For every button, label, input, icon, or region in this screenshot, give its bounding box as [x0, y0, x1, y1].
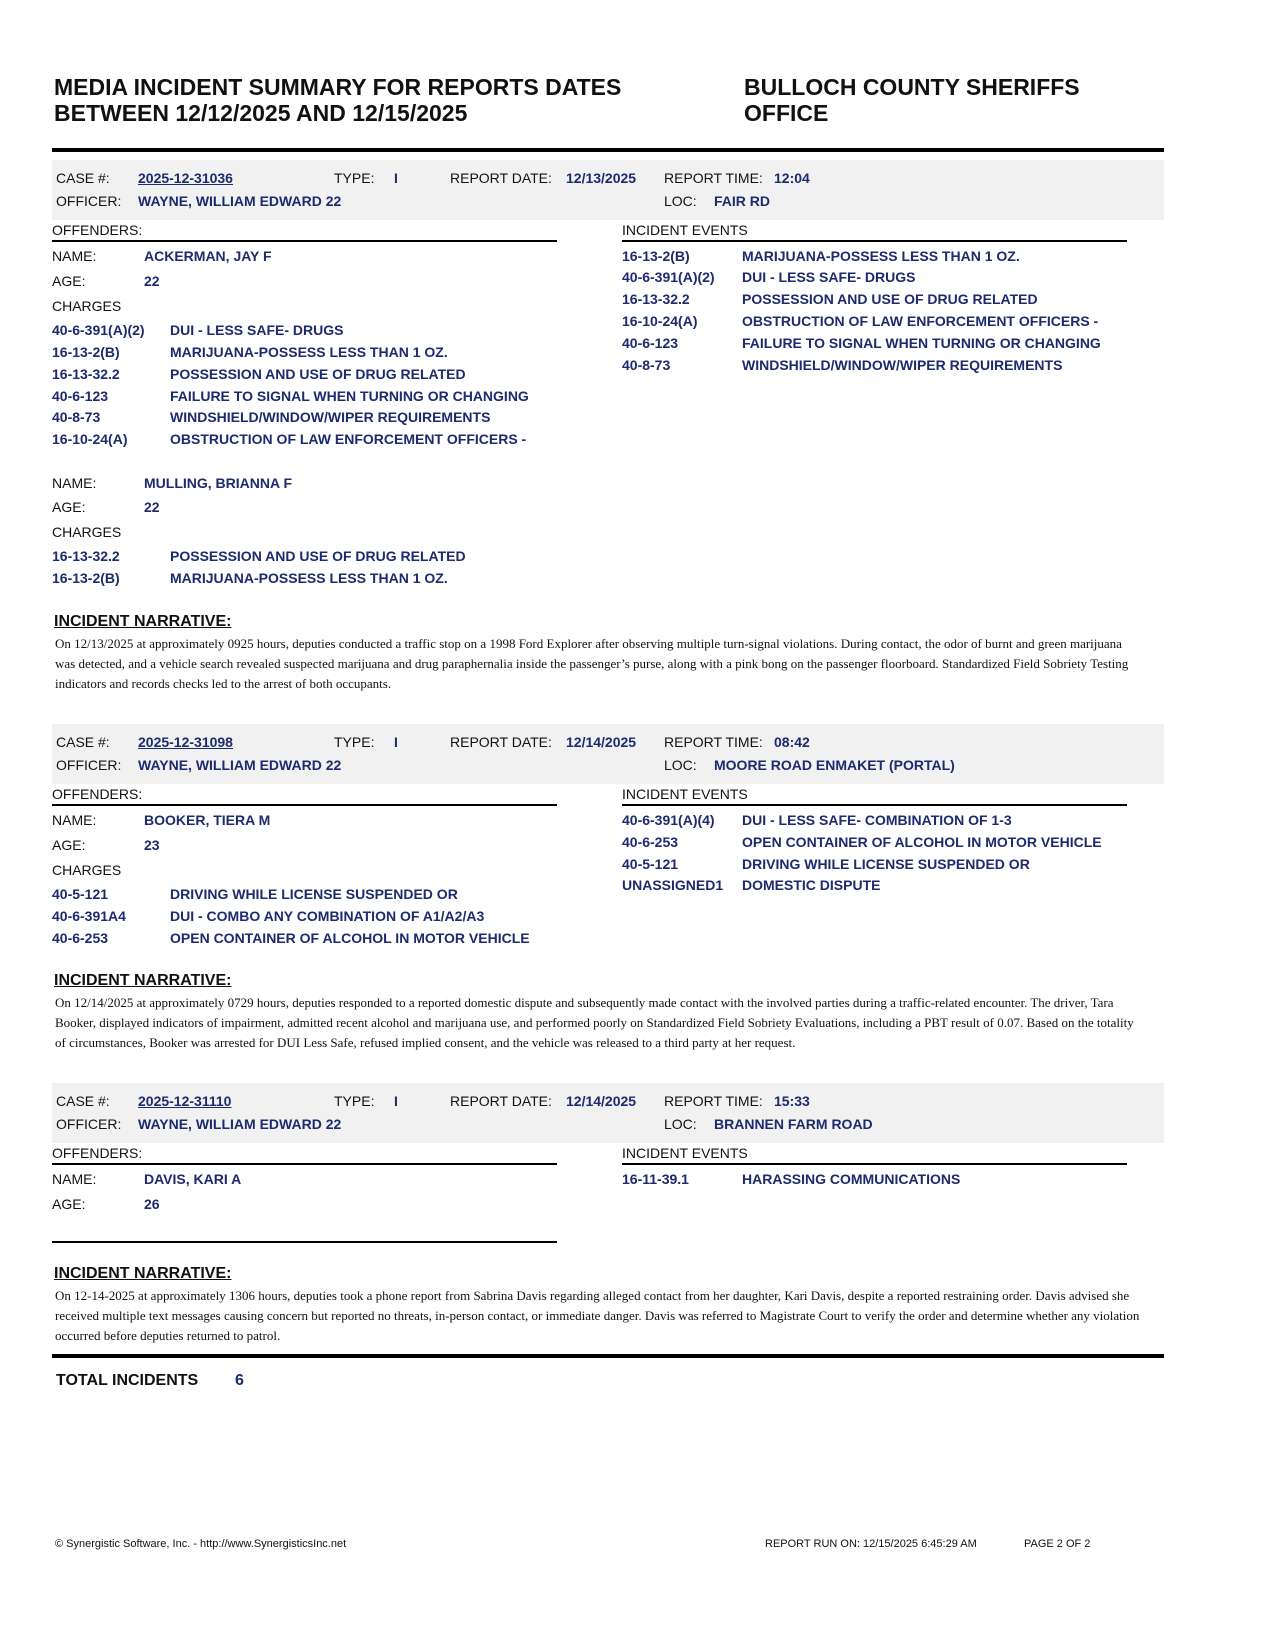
report-time: 15:33 — [774, 1093, 810, 1109]
charges-label: CHARGES — [52, 524, 122, 540]
case-label: CASE #: — [56, 1093, 110, 1109]
charge-desc: MARIJUANA-POSSESS LESS THAN 1 OZ. — [170, 344, 448, 360]
charge-desc: DUI - LESS SAFE- DRUGS — [170, 322, 344, 338]
event-row — [622, 875, 1162, 895]
footer-report-run: REPORT RUN ON: 12/15/2025 6:45:29 AM — [765, 1538, 977, 1550]
offender-name: ACKERMAN, JAY F — [144, 248, 272, 264]
offenders-end-rule — [52, 1241, 557, 1243]
charges-label: CHARGES — [52, 298, 122, 314]
event-row — [622, 854, 1162, 874]
loc-label: LOC: — [664, 193, 697, 209]
narrative-heading: INCIDENT NARRATIVE: — [54, 1265, 232, 1282]
charge-row — [52, 364, 557, 384]
footer-page-number: PAGE 2 OF 2 — [1024, 1538, 1091, 1550]
narrative-heading: INCIDENT NARRATIVE: — [54, 613, 232, 630]
charge-code: 16-13-32.2 — [52, 548, 120, 564]
offenders-heading: OFFENDERS: — [52, 786, 557, 806]
charge-code: 40-8-73 — [52, 409, 101, 425]
incident-events-heading: INCIDENT EVENTS — [622, 786, 1127, 806]
offender-name-row — [52, 810, 557, 830]
charge-row — [52, 342, 557, 362]
event-code: 16-10-24(A) — [622, 313, 698, 329]
report-date-label: REPORT DATE: — [450, 734, 552, 750]
event-code: 16-13-2(B) — [622, 248, 690, 264]
case-type: I — [394, 1093, 398, 1109]
report-date-label: REPORT DATE: — [450, 170, 552, 186]
charge-code: 40-6-253 — [52, 930, 109, 946]
charge-desc: DRIVING WHILE LICENSE SUSPENDED OR — [170, 886, 458, 902]
charge-row — [52, 429, 557, 449]
case-header — [52, 1083, 1164, 1143]
event-row — [622, 333, 1162, 353]
offender-name-row — [52, 1169, 557, 1189]
offender-age: 22 — [144, 499, 160, 515]
event-desc: POSSESSION AND USE OF DRUG RELATED — [742, 291, 1038, 307]
event-row — [622, 289, 1162, 309]
charge-code: 16-13-32.2 — [52, 366, 120, 382]
event-desc: DUI - LESS SAFE- DRUGS — [742, 269, 916, 285]
event-code: 40-8-73 — [622, 357, 671, 373]
event-desc: OPEN CONTAINER OF ALCOHOL IN MOTOR VEHICLE — [742, 834, 1102, 850]
report-time-label: REPORT TIME: — [664, 1093, 763, 1109]
type-label: TYPE: — [334, 734, 375, 750]
case-number-link[interactable]: 2025-12-31098 — [138, 734, 233, 750]
charge-desc: POSSESSION AND USE OF DRUG RELATED — [170, 548, 466, 564]
event-code: UNASSIGNED1 — [622, 877, 724, 893]
narrative-text: On 12-14-2025 at approximately 1306 hours, deputies took a phone report from Sabrina Davis regarding alleged contact from her daughter, Kari Davis, despite a reported restraining order. Davis advised she received multiple text messages causing concern but reported no threats, in-person contact, or immediate danger. Davis was referred to Magistrate Court to verify the order and determine whether any violation occurred before deputies returned to patrol. — [55, 1288, 1140, 1343]
charge-desc: DUI - COMBO ANY COMBINATION OF A1/A2/A3 — [170, 908, 485, 924]
officer-name: WAYNE, WILLIAM EDWARD 22 — [138, 193, 342, 209]
charge-desc: OBSTRUCTION OF LAW ENFORCEMENT OFFICERS - — [170, 431, 527, 447]
case-header — [52, 724, 1164, 784]
offenders-heading: OFFENDERS: — [52, 1145, 557, 1165]
case-number-link[interactable]: 2025-12-31036 — [138, 170, 233, 186]
event-desc: DUI - LESS SAFE- COMBINATION OF 1-3 — [742, 812, 1012, 828]
event-desc: MARIJUANA-POSSESS LESS THAN 1 OZ. — [742, 248, 1020, 264]
narrative-text: On 12/14/2025 at approximately 0729 hours, deputies responded to a reported domestic dispute and subsequently made contact with the involved parties during a traffic-related encounter. The driver, Tara Booker, displayed indicators of impairment, admitted recent alcohol and marijuana use, and performed poorly on Standardized Field Sobriety Evaluations, including a PBT result of 0.07. Based on the totality of circumstances, Booker was arrested for DUI Less Safe, refused implied consent, and the vehicle was released to a third party at her request. — [55, 995, 1134, 1050]
name-label: NAME: — [52, 248, 97, 264]
total-incidents-label: TOTAL INCIDENTS — [56, 1372, 199, 1389]
case-block — [52, 1083, 1164, 1212]
location: BRANNEN FARM ROAD — [714, 1116, 873, 1132]
report-date: 12/14/2025 — [566, 734, 637, 750]
charge-code: 40-6-123 — [52, 388, 109, 404]
header-divider — [52, 148, 1164, 152]
loc-label: LOC: — [664, 757, 697, 773]
charge-code: 40-5-121 — [52, 886, 109, 902]
event-desc: WINDSHIELD/WINDOW/WIPER REQUIREMENTS — [742, 357, 1063, 373]
offender-name-row — [52, 473, 557, 493]
charge-code: 16-13-2(B) — [52, 344, 120, 360]
loc-label: LOC: — [664, 1116, 697, 1132]
event-row — [622, 311, 1162, 331]
charge-desc: FAILURE TO SIGNAL WHEN TURNING OR CHANGING — [170, 388, 529, 404]
total-divider — [52, 1354, 1164, 1358]
event-code: 40-6-123 — [622, 335, 679, 351]
report-date-label: REPORT DATE: — [450, 1093, 552, 1109]
event-code: 40-6-391(A)(2) — [622, 269, 715, 285]
charge-row — [52, 386, 557, 406]
charge-row — [52, 928, 557, 948]
total-incidents-value: 6 — [235, 1372, 244, 1389]
offender-name: BOOKER, TIERA M — [144, 812, 271, 828]
offender-age-row — [52, 497, 557, 517]
case-label: CASE #: — [56, 170, 110, 186]
charge-desc: OPEN CONTAINER OF ALCOHOL IN MOTOR VEHICLE — [170, 930, 530, 946]
narrative-text: On 12/13/2025 at approximately 0925 hours, deputies conducted a traffic stop on a 1998 Ford Explorer after observing multiple turn-signal violations. During contact, the odor of burnt and green marijuana was detected, and a vehicle search revealed suspected marijuana and drug paraphernalia inside the passenger’s purse, along with a pink bong on the passenger floorboard. Standardized Field Sobriety Testing indicators and records checks led to the arrest of both occupants. — [55, 636, 1129, 691]
type-label: TYPE: — [334, 1093, 375, 1109]
event-desc: DOMESTIC DISPUTE — [742, 877, 881, 893]
event-code: 16-13-32.2 — [622, 291, 690, 307]
event-desc: DRIVING WHILE LICENSE SUSPENDED OR — [742, 856, 1030, 872]
charge-code: 40-6-391(A)(2) — [52, 322, 145, 338]
incident-events-heading: INCIDENT EVENTS — [622, 1145, 1127, 1165]
offender-age-row — [52, 271, 557, 291]
officer-label: OFFICER: — [56, 757, 122, 773]
name-label: NAME: — [52, 475, 97, 491]
incident-events-heading: INCIDENT EVENTS — [622, 222, 1127, 242]
report-time: 12:04 — [774, 170, 810, 186]
report-time-label: REPORT TIME: — [664, 734, 763, 750]
offender-age-row — [52, 835, 557, 855]
case-type: I — [394, 170, 398, 186]
report-date: 12/14/2025 — [566, 1093, 637, 1109]
report-time: 08:42 — [774, 734, 810, 750]
narrative-heading: INCIDENT NARRATIVE: — [54, 972, 232, 989]
charge-row — [52, 546, 557, 566]
report-title: MEDIA INCIDENT SUMMARY FOR REPORTS DATES BETWEEN 12/12/2025 AND 12/15/2025 — [54, 74, 622, 126]
offender-age: 26 — [144, 1196, 160, 1212]
case-label: CASE #: — [56, 734, 110, 750]
offender-age: 22 — [144, 273, 160, 289]
type-label: TYPE: — [334, 170, 375, 186]
location: MOORE ROAD ENMAKET (PORTAL) — [714, 757, 955, 773]
charge-code: 40-6-391A4 — [52, 908, 126, 924]
case-block — [52, 724, 1164, 946]
event-code: 16-11-39.1 — [622, 1171, 689, 1187]
report-date: 12/13/2025 — [566, 170, 637, 186]
event-row — [622, 810, 1162, 830]
event-code: 40-5-121 — [622, 856, 679, 872]
event-row — [622, 1169, 1162, 1189]
charges-label: CHARGES — [52, 862, 122, 878]
case-type: I — [394, 734, 398, 750]
officer-name: WAYNE, WILLIAM EDWARD 22 — [138, 757, 342, 773]
age-label: AGE: — [52, 1196, 86, 1212]
event-desc: FAILURE TO SIGNAL WHEN TURNING OR CHANGING — [742, 335, 1101, 351]
name-label: NAME: — [52, 1171, 97, 1187]
report-time-label: REPORT TIME: — [664, 170, 763, 186]
charge-code: 16-13-2(B) — [52, 570, 120, 586]
offender-age-row — [52, 1194, 557, 1214]
offender-name: MULLING, BRIANNA F — [144, 475, 293, 491]
event-row — [622, 267, 1162, 287]
case-number-link[interactable]: 2025-12-31110 — [138, 1093, 232, 1109]
location: FAIR RD — [714, 193, 770, 209]
event-row — [622, 832, 1162, 852]
event-desc: HARASSING COMMUNICATIONS — [742, 1171, 961, 1187]
charge-row — [52, 320, 557, 340]
charge-code: 16-10-24(A) — [52, 431, 128, 447]
age-label: AGE: — [52, 499, 86, 515]
offender-age: 23 — [144, 837, 160, 853]
age-label: AGE: — [52, 273, 86, 289]
officer-name: WAYNE, WILLIAM EDWARD 22 — [138, 1116, 342, 1132]
offenders-heading: OFFENDERS: — [52, 222, 557, 242]
charge-desc: WINDSHIELD/WINDOW/WIPER REQUIREMENTS — [170, 409, 491, 425]
age-label: AGE: — [52, 837, 86, 853]
name-label: NAME: — [52, 812, 97, 828]
footer-copyright: © Synergistic Software, Inc. - http://www.SynergisticsInc.net — [55, 1538, 347, 1550]
event-row — [622, 355, 1162, 375]
event-code: 40-6-253 — [622, 834, 679, 850]
agency-name: BULLOCH COUNTY SHERIFFS OFFICE — [744, 74, 1080, 126]
event-desc: OBSTRUCTION OF LAW ENFORCEMENT OFFICERS - — [742, 313, 1099, 329]
officer-label: OFFICER: — [56, 193, 122, 209]
charge-row — [52, 568, 557, 588]
event-row — [622, 246, 1162, 266]
charge-row — [52, 906, 557, 926]
offender-name-row — [52, 246, 557, 266]
case-block — [52, 160, 1164, 586]
offender-name: DAVIS, KARI A — [144, 1171, 242, 1187]
event-code: 40-6-391(A)(4) — [622, 812, 715, 828]
charge-row — [52, 407, 557, 427]
charge-row — [52, 884, 557, 904]
charge-desc: POSSESSION AND USE OF DRUG RELATED — [170, 366, 466, 382]
officer-label: OFFICER: — [56, 1116, 122, 1132]
case-header — [52, 160, 1164, 220]
charge-desc: MARIJUANA-POSSESS LESS THAN 1 OZ. — [170, 570, 448, 586]
